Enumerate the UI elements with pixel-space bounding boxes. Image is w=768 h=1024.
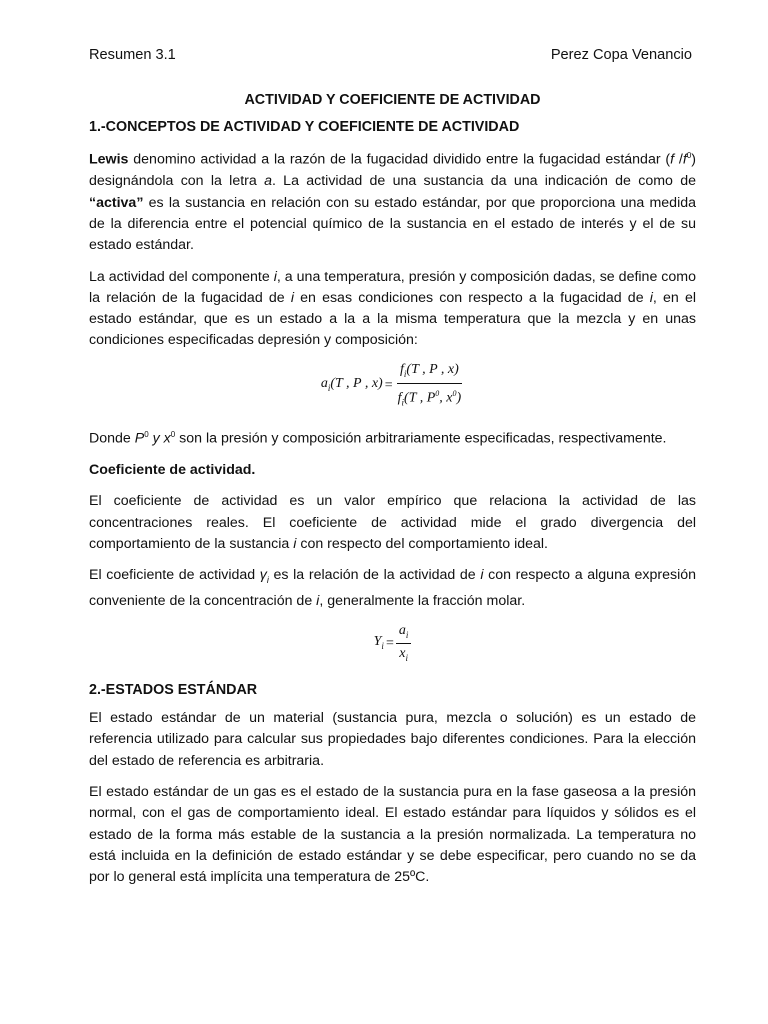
superscript: 0 — [144, 429, 149, 439]
math-f: f — [670, 152, 675, 169]
subscript: i — [381, 641, 384, 652]
text-span: son la presión y composición arbitrariamente especificadas, respectivamente. — [175, 430, 667, 447]
equals-sign: = — [385, 636, 394, 652]
paragraph-coeficiente-empirico — [89, 491, 696, 555]
text-span: , en el estado estándar, que es un estado a la a la misma temperatura que la mezcla y en unas condiciones especificadas depresión y composición: — [89, 289, 696, 349]
eq2-numerator — [396, 623, 412, 645]
eq1-fraction — [395, 362, 465, 410]
section1-heading: 1.-CONCEPTOS DE ACTIVIDAD Y COEFICIENTE DE ACTIVIDAD — [89, 119, 520, 136]
text-span: en esas condiciones con respecto a la fugacidad de — [293, 289, 650, 306]
paragraph-actividad-componente — [89, 267, 696, 352]
eq-Y: Y — [373, 634, 382, 650]
header-left: Resumen 3.1 — [89, 47, 176, 63]
math-i: i — [316, 593, 320, 610]
lewis-bold: Lewis — [89, 152, 129, 169]
text-span: La actividad del componente — [89, 268, 274, 285]
equation-activity — [89, 362, 696, 410]
superscript: 0 — [452, 388, 457, 398]
eq1-numerator — [397, 362, 462, 384]
subscript: i — [327, 382, 331, 393]
paragraph-donde — [89, 424, 696, 450]
equals-sign: = — [384, 377, 393, 393]
eq2-fraction — [396, 623, 412, 667]
math-x: x — [163, 430, 171, 447]
eq2-lhs — [374, 634, 384, 654]
eq-args: ) — [456, 390, 462, 406]
eq2-denominator — [396, 644, 411, 666]
eq1-denominator — [395, 384, 465, 410]
paragraph-estado-estandar-material: El estado estándar de un material (sustancia pura, mezcla o solución) es un estado de referencia utilizado para calcular sus propiedades bajo diferentes condiciones. Para la elección del estado de referencia es arbitraria. — [89, 710, 696, 769]
text-span: . La actividad de una sustancia da una indicación de como de — [271, 173, 696, 190]
eq-a: a — [398, 622, 406, 638]
text-span: El coeficiente de actividad — [89, 567, 260, 584]
section2-heading: 2.-ESTADOS ESTÁNDAR — [89, 682, 258, 699]
text-span: con respecto del comportamiento ideal. — [296, 535, 548, 552]
eq-x: x — [399, 646, 406, 662]
text-span: ) designándola con la letra — [89, 152, 696, 190]
subscript: i — [403, 368, 407, 379]
eq1-lhs — [321, 376, 383, 396]
math-a: a — [264, 173, 272, 190]
text-span: es la relación de la actividad de — [268, 567, 481, 584]
subscript: i — [266, 575, 269, 585]
eq-f: f — [397, 390, 402, 406]
math-gamma: γ — [259, 567, 267, 584]
eq-args: (T , P — [404, 390, 436, 406]
superscript: 0 — [435, 388, 440, 398]
superscript: 0 — [170, 429, 176, 439]
paragraph-lewis — [89, 145, 696, 256]
subscript: i — [405, 653, 408, 664]
text-span: / — [674, 152, 683, 169]
paragraph-coeficiente-gamma — [89, 565, 696, 612]
math-f0: f — [682, 152, 687, 169]
document-title: ACTIVIDAD Y COEFICIENTE DE ACTIVIDAD — [244, 92, 541, 108]
eq-f: f — [400, 361, 404, 377]
eq-a: a — [320, 375, 328, 391]
text-span: denomino actividad a la razón de la fugacidad dividido entre la fugacidad estándar ( — [128, 152, 671, 169]
math-i: i — [480, 567, 484, 584]
eq-args: , x — [439, 390, 453, 406]
eq-args: (T , P , x) — [406, 361, 459, 377]
eq-args: (T , P , x) — [330, 375, 383, 391]
equation-activity-coefficient — [89, 623, 696, 667]
math-P: P — [134, 430, 145, 447]
text-span: con respecto a alguna expresión conveniente de la concentración de — [89, 567, 697, 610]
text-span: es la sustancia en relación con su estado estándar, por que proporciona una medida de la diferencia entre el potencial químico de la sustancia en el estado de interés y el de su estado estándar. — [89, 194, 696, 254]
math-i: i — [293, 535, 297, 552]
text-span: , generalmente la fracción molar. — [319, 593, 526, 610]
header-right: Perez Copa Venancio — [550, 47, 692, 63]
paragraph-estado-estandar-gas: El estado estándar de un gas es el estado de la sustancia pura en la fase gaseosa a la presión normal, con el gas de comportamiento ideal. El estado estándar para líquidos y sólidos es el estado de la forma más estable de la sustancia a la presión normalizada. La temperatura no está incluida en la definición de estado estándar y se debe especificar, pero cuando no se da por lo general está implícita una temperatura de 25ºC. — [89, 784, 696, 886]
math-i: i — [273, 268, 277, 285]
text-span: Donde — [89, 430, 135, 447]
subscript: i — [405, 629, 409, 640]
text-span: El coeficiente de actividad es un valor empírico que relaciona la actividad de las concentraciones reales. El coeficiente de actividad mide el grado divergencia del comportamiento de la sustancia — [89, 493, 696, 552]
superscript: 0 — [686, 151, 692, 161]
text-span: , a una temperatura, presión y composición dadas, se define como la relación de la fugacidad de — [89, 268, 696, 306]
math-i: i — [649, 289, 653, 306]
subheading-coeficiente: Coeficiente de actividad. — [89, 461, 256, 478]
activa-bold: “activa” — [89, 194, 144, 211]
math-y: y — [148, 430, 164, 447]
math-i: i — [290, 289, 294, 306]
subscript: i — [401, 396, 405, 407]
document-body — [89, 90, 696, 899]
